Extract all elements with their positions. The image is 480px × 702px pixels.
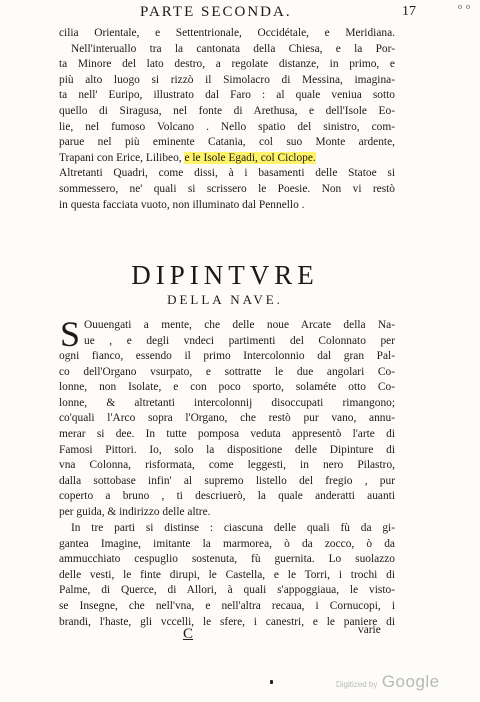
text-line: co dell'Organo vsurpato, e sottratte le due angolari Co-	[59, 365, 395, 378]
text-line: più alto luogo si rizzò il Simolacro di Messina, imagina-	[59, 73, 395, 86]
text-line: cilia Orientale, e Settentrionale, Occidétale, e Meridiana.	[59, 27, 395, 39]
text-line: lie, nel fumoso Volcano . Nello spatio del sinistro, com-	[59, 120, 395, 133]
text-line: brandi, l'haste, gli vccelli, le sfere, i canestri, e le paniere di	[59, 615, 395, 628]
text-line: Famosi Pittori. Io, solo la dispositione delle Dipinture di	[59, 443, 395, 456]
drop-cap: S	[60, 314, 81, 354]
text-line: parue nel più eminente Catania, col suo Monte ardente,	[59, 136, 395, 149]
signature-mark: C	[183, 626, 194, 642]
section-title: DIPINTVRE	[131, 260, 319, 290]
ink-speck	[270, 680, 273, 684]
drop-cap-lines	[84, 318, 395, 349]
text-line: ammucchiato cespuglio sostenuta, fù guernita. Lo suolazzo	[59, 553, 395, 566]
digitized-by-google-watermark	[336, 672, 440, 692]
text-line: lonne, & altretanti intercolonnij disoccupati rimangono;	[59, 396, 395, 409]
text-line: in questa facciata vuoto, non illuminato dal Pennello .	[59, 198, 305, 211]
text-line: co'quali l'Arco sopra l'Organo, che restò pur vano, annu-	[59, 412, 395, 425]
text-line: delle vesti, le finte dirupi, le Castella, e le Torri, i trochi di	[59, 568, 395, 581]
text-line-highlighted	[59, 151, 395, 167]
text-line: ta nell' Euripo, illustrato dal Faro : al quale veniua sotto	[59, 89, 395, 102]
text-line: dalla sottobase infin' al supremo listello del fregio , pur	[59, 474, 395, 487]
text-line: Palme, di Querce, di Allori, à quali s'appoggiaua, le visto-	[59, 584, 395, 597]
text-line: gantea Imagine, imitante la marmorea, ò da zocco, ò da	[59, 537, 395, 550]
corner-mark: o o	[458, 2, 471, 11]
text-line: lonne, non Isolate, e con poco sporto, solaméte otto Co-	[59, 381, 395, 394]
text-line: ue , e degli vndeci partimenti del Colonnato per	[84, 334, 395, 347]
second-paragraph	[59, 521, 395, 630]
digitized-by-label: Digitized by	[336, 680, 378, 689]
highlighted-text: e le Isole Egadi, col Ciclope.	[184, 151, 316, 164]
text-line: Nell'interuallo tra la cantonata della Chiesa, e la Por-	[71, 42, 395, 55]
google-logo: Google	[381, 672, 440, 691]
text-line: sommessero, ne' quali si scrissero le Poesie. Non vi restò	[59, 182, 395, 195]
text-line: merar si dee. In tutte pomposa veduta appresentò l'arte di	[59, 427, 395, 440]
text-line: ta Minore del lato destro, a regolate distanze, in primo, e	[59, 58, 395, 71]
page-number: 17	[402, 4, 416, 19]
text-line-prefix: Trapani con Erice, Lilibeo,	[59, 151, 185, 164]
running-head: PARTE SECONDA.	[140, 4, 292, 20]
text-line: In tre parti si distinse : ciascuna delle quali fù da gi-	[71, 522, 395, 534]
text-line: se Insegne, che nell'vna, e nell'altra recaua, i Cornucopi, i	[59, 599, 395, 612]
main-paragraph	[59, 349, 395, 521]
section-subtitle: DELLA NAVE.	[167, 292, 283, 307]
text-line: per guida, & indirizzo delle altre.	[59, 505, 211, 518]
text-line: coperto a bruno , ti descriuerò, la quale anderatti auanti	[59, 490, 395, 503]
text-line: ogni fianco, essendo il primo Intercolonnio dal gran Pal-	[59, 350, 395, 362]
text-line: Ouuengati a mente, che delle noue Arcate della Na-	[84, 319, 395, 331]
top-paragraph	[59, 26, 395, 213]
text-line: quello di Siragusa, nel fonte di Arethusa, e dell'Isole Eo-	[59, 104, 395, 117]
text-line: Altretanti Quadri, come dissi, à i basamenti delle Statoe si	[59, 167, 395, 180]
text-line: vna Colonna, risformata, come leggesti, in nero Pilastro,	[59, 459, 395, 472]
catchword: varie	[358, 624, 381, 636]
